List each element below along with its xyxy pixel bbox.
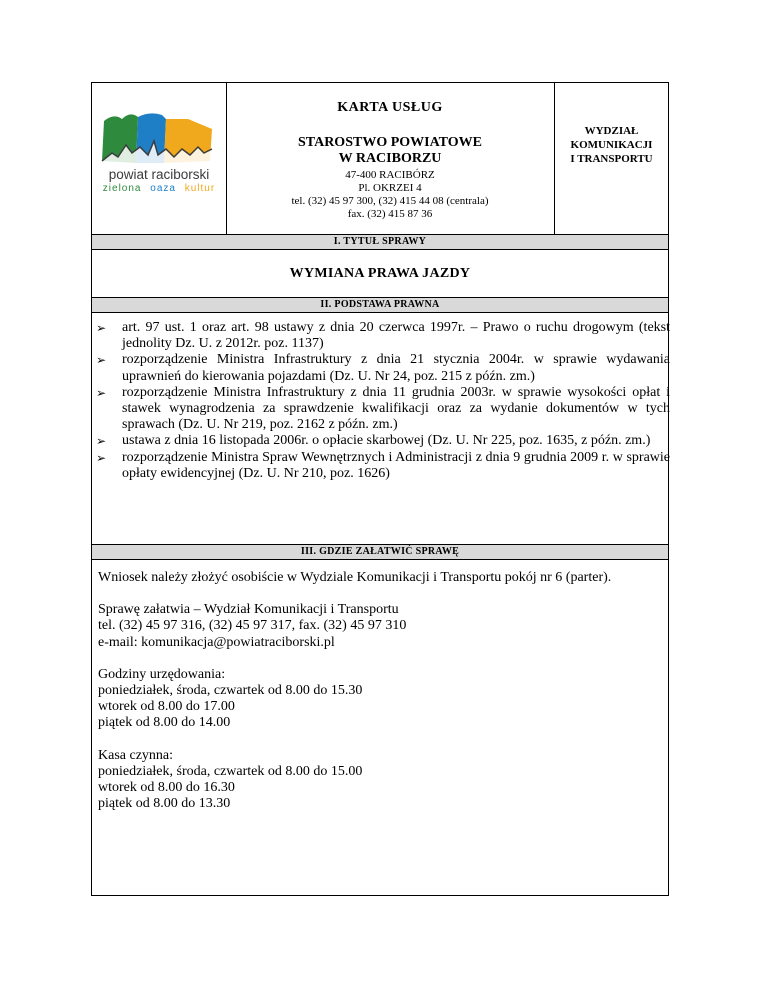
address-line: 47-400 RACIBÓRZ <box>345 169 435 181</box>
list-item <box>96 433 670 449</box>
logo-tagline-word-1: zielona <box>102 183 142 194</box>
office-hours-line: wtorek od 8.00 do 17.00 <box>98 699 235 715</box>
legal-basis-text: rozporządzenie Ministra Infrastruktury z dnia 11 grudnia 2003r. w sprawie wysokości opłat i stawek wynagrodzenia za sprawdzenie kwalifikacji oraz za wydanie dokumentów w tych sprawach (Dz. U. Nr 219, poz. 2162 z późn. zm.) <box>122 384 670 433</box>
list-item <box>96 352 670 384</box>
case-title: WYMIANA PRAWA JAZDY <box>92 250 668 298</box>
where-section <box>98 570 668 812</box>
logo-name: powiat raciborski <box>108 167 210 182</box>
fax-line: fax. (32) 415 87 36 <box>347 208 433 220</box>
arrow-bullet-icon: ➢ <box>96 434 107 449</box>
list-item <box>96 320 670 352</box>
contact-phone: tel. (32) 45 97 316, (32) 45 97 317, fax. (32) 45 97 310 <box>98 618 407 634</box>
legal-basis-text: art. 97 ust. 1 oraz art. 98 ustawy z dnia 20 czerwca 1997r. – Prawo o ruchu drogowym (tekst jednolity Dz. U. z 2012r. poz. 1137) <box>122 320 670 352</box>
list-item <box>96 385 670 434</box>
contact-email: e-mail: komunikacja@powiatraciborski.pl <box>98 634 335 650</box>
legal-basis-text: rozporządzenie Ministra Infrastruktury z dnia 21 stycznia 2004r. w sprawie wydawania uprawnień do kierowania pojazdami (Dz. U. Nr 24, poz. 215 z późn. zm.) <box>122 352 670 384</box>
office-hours-line: piątek od 8.00 do 14.00 <box>98 715 231 731</box>
section-1-heading: I. TYTUŁ SPRAWY <box>92 235 668 250</box>
department-cell <box>555 83 668 234</box>
department-name <box>555 124 668 166</box>
office-name <box>226 135 554 167</box>
phone-line: tel. (32) 45 97 300, (32) 415 44 08 (centrala) <box>291 195 489 207</box>
department-line: KOMUNIKACJI <box>570 139 653 151</box>
cashier-hours-line: poniedziałek, środa, czwartek od 8.00 do 15.00 <box>98 763 363 779</box>
logo-tagline-word-2: oaza <box>150 183 176 194</box>
office-address <box>226 169 554 221</box>
card-header <box>92 83 668 235</box>
arrow-bullet-icon: ➢ <box>96 450 107 465</box>
address-line: Pl. OKRZEI 4 <box>358 182 422 194</box>
service-card <box>91 82 669 896</box>
section-2-heading: II. PODSTAWA PRAWNA <box>92 298 668 313</box>
card-title: KARTA USŁUG <box>337 100 443 115</box>
arrow-bullet-icon: ➢ <box>96 353 107 368</box>
office-name-line-2: W RACIBORZU <box>338 151 442 166</box>
cashier-heading: Kasa czynna: <box>98 747 174 763</box>
logo-tagline <box>103 183 215 194</box>
office-name-line-1: STAROSTWO POWIATOWE <box>298 135 482 150</box>
department-line: I TRANSPORTU <box>570 153 653 165</box>
office-info-cell <box>226 83 555 234</box>
office-hours-line: poniedziałek, środa, czwartek od 8.00 do 15.30 <box>98 683 363 699</box>
legal-basis-text: ustawa z dnia 16 listopada 2006r. o opłacie skarbowej (Dz. U. Nr 225, poz. 1635, z późn. zm.) <box>122 433 651 449</box>
section-3-heading: III. GDZIE ZAŁATWIĆ SPRAWĘ <box>92 544 668 560</box>
logo-tagline-word-3: kultur <box>184 183 216 194</box>
arrow-bullet-icon: ➢ <box>96 321 107 335</box>
powiat-raciborski-logo <box>92 83 226 234</box>
arrow-bullet-icon: ➢ <box>96 385 107 400</box>
cashier-hours-line: piątek od 8.00 do 13.30 <box>98 796 231 812</box>
office-hours-heading: Godziny urzędowania: <box>98 666 226 682</box>
logo-cell <box>92 83 227 234</box>
department-line: WYDZIAŁ <box>584 125 639 137</box>
list-item <box>96 450 670 482</box>
legal-basis-list <box>96 320 670 482</box>
legal-basis-text: rozporządzenie Ministra Spraw Wewnętrznych i Administracji z dnia 9 grudnia 2009 r. w sprawie opłaty ewidencyjnej (Dz. U. Nr 210, poz. 1626) <box>122 449 670 481</box>
where-intro: Wniosek należy złożyć osobiście w Wydziale Komunikacji i Transportu pokój nr 6 (parter). <box>98 570 612 585</box>
cashier-hours-line: wtorek od 8.00 do 16.30 <box>98 780 235 796</box>
contact-line: Sprawę załatwia – Wydział Komunikacji i Transportu <box>98 602 399 618</box>
